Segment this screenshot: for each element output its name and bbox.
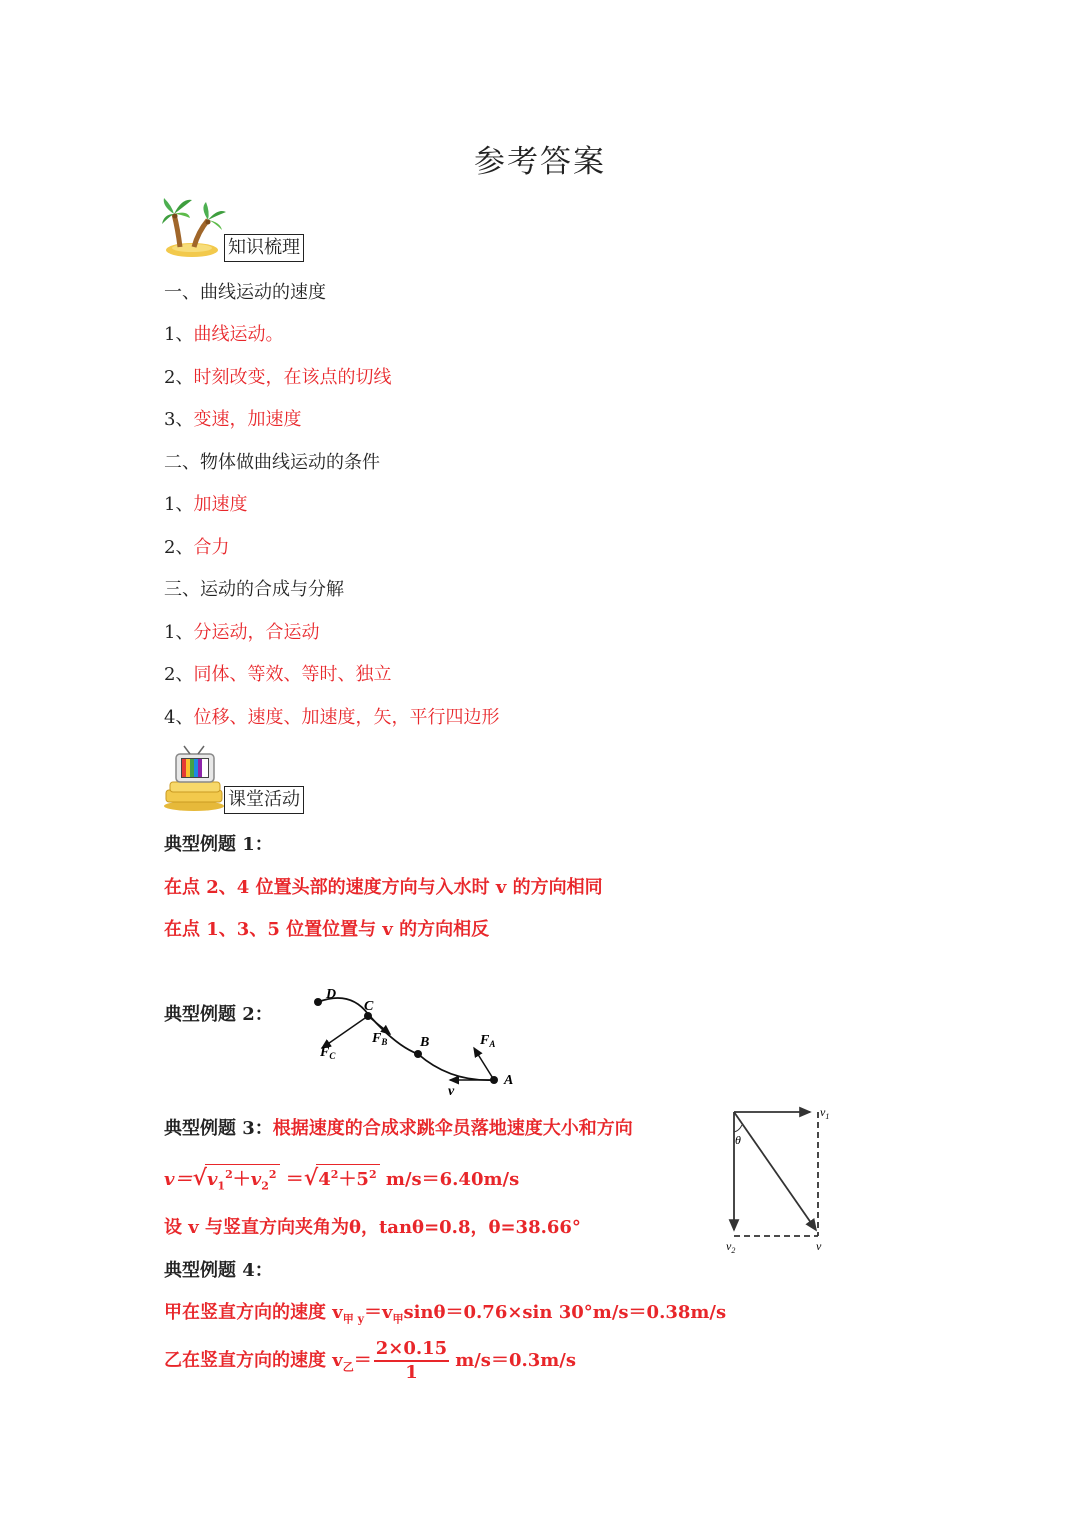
label-a: A bbox=[504, 1073, 514, 1088]
label-fa: $F_A$ bbox=[480, 1033, 496, 1049]
example-1-line1: 在点 2、4 位置头部的速度方向与入水时 v 的方向相同 bbox=[164, 877, 603, 898]
force-a-arrow bbox=[474, 1048, 494, 1080]
answer-line: 2、同体、等效、等时、独立 bbox=[164, 664, 392, 685]
answer-line: 1、加速度 bbox=[164, 494, 248, 515]
example-4-line1: 甲在竖直方向的速度 $v_{甲 y}=v_甲\sin\theta=0.76\times\sin$ 30°m/s＝0.38m/s bbox=[164, 1302, 727, 1326]
heading-1: 一、曲线运动的速度 bbox=[164, 282, 326, 303]
answer-line: 3、变速，加速度 bbox=[164, 409, 302, 430]
answer-line: 1、曲线运动。 bbox=[164, 324, 284, 345]
label-v: v bbox=[448, 1084, 455, 1099]
example-1-heading: 典型例题 1： bbox=[164, 834, 273, 855]
force-c-arrow bbox=[322, 1016, 368, 1048]
answer-line: 2、时刻改变，在该点的切线 bbox=[164, 367, 392, 388]
example-3-heading: 典型例题 3：根据速度的合成求跳伞员落地速度大小和方向 bbox=[164, 1118, 633, 1139]
heading-3: 三、运动的合成与分解 bbox=[164, 579, 344, 600]
example-3-angle: 设 v 与竖直方向夹角为θ，tanθ=0.8，θ=38.66° bbox=[164, 1217, 581, 1238]
label-c: C bbox=[364, 999, 374, 1014]
section-label-class: 课堂活动 bbox=[224, 786, 304, 814]
label-v: v bbox=[816, 1239, 822, 1253]
palm-tree-icon bbox=[160, 192, 230, 260]
fraction: $\frac{2\times 0.15}{1}$ bbox=[375, 1338, 448, 1383]
example-1-line2: 在点 1、3、5 位置位置与 v 的方向相反 bbox=[164, 919, 490, 940]
page-title: 参考答案 bbox=[474, 144, 606, 180]
curve-force-figure bbox=[300, 982, 530, 1100]
answer-line: 2、合力 bbox=[164, 537, 230, 558]
label-fc: $F_C$ bbox=[320, 1045, 336, 1061]
section-label-knowledge: 知识梳理 bbox=[224, 234, 304, 262]
label-v1: $v_1$ bbox=[820, 1105, 830, 1121]
example-3-equation: $v=√v_1^2+v_2^2 =√4^2+5^2$ m/s＝6.40m/s bbox=[164, 1164, 519, 1197]
heading-2: 二、物体做曲线运动的条件 bbox=[164, 452, 380, 473]
point-b bbox=[414, 1050, 422, 1058]
example-4-heading: 典型例题 4： bbox=[164, 1260, 273, 1281]
label-b: B bbox=[420, 1035, 430, 1050]
trajectory-curve bbox=[318, 998, 494, 1080]
example-2-heading: 典型例题 2： bbox=[164, 1004, 273, 1025]
label-theta: θ bbox=[735, 1133, 741, 1147]
example-4-line2: 乙在竖直方向的速度 $v_乙=$ $\frac{2\times 0.15}{1}$ m/s＝0.3m/s bbox=[164, 1338, 577, 1383]
point-d bbox=[314, 998, 322, 1006]
tv-books-icon bbox=[160, 744, 230, 812]
v-resultant-arrow bbox=[734, 1112, 816, 1230]
label-fb: $F_B$ bbox=[372, 1031, 388, 1047]
label-d: D bbox=[326, 987, 337, 1002]
answer-line: 4、位移、速度、加速度，矢，平行四边形 bbox=[164, 707, 500, 728]
velocity-triangle-figure bbox=[722, 1098, 840, 1258]
answer-line: 1、分运动，合运动 bbox=[164, 622, 320, 643]
label-v2: $v_2$ bbox=[726, 1239, 736, 1255]
